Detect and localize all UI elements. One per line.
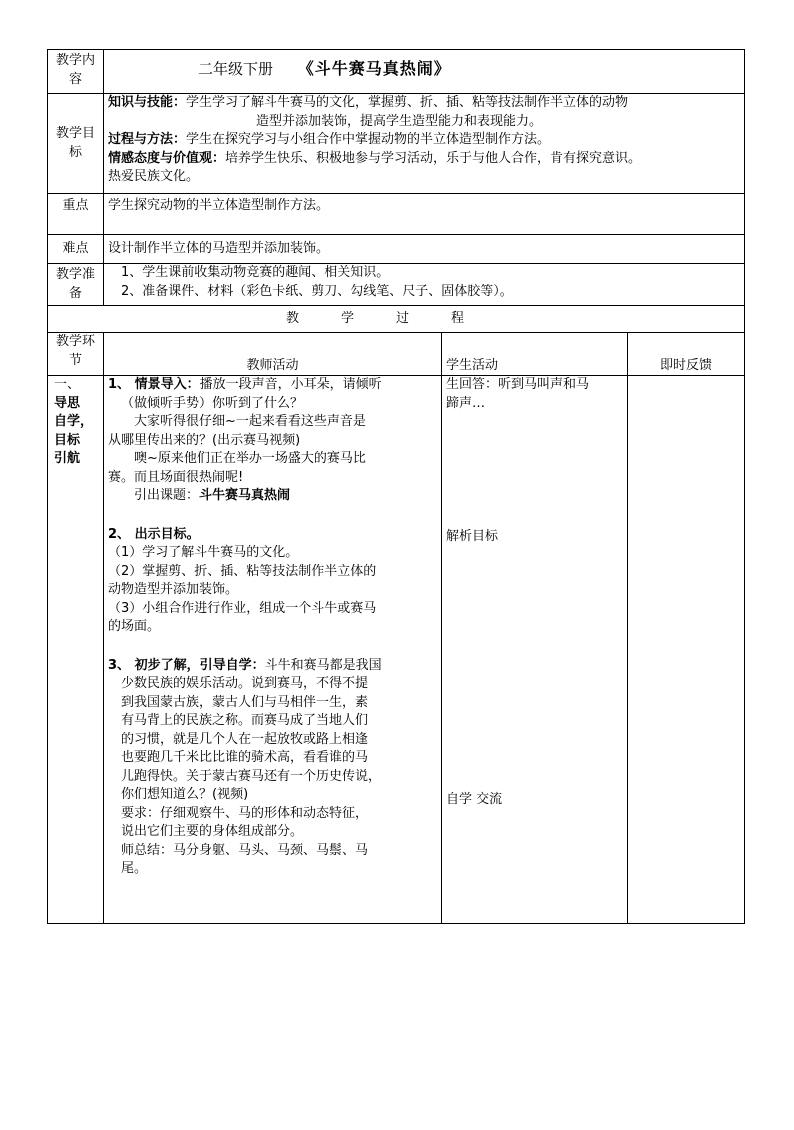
goal-knowledge [108,94,740,113]
s2-title: 2、 出示目标。 [108,526,200,542]
difficulty-content: 设计制作半立体的马造型并添加装饰。 [108,240,330,256]
s3-line7: 儿跑得快。关于蒙古赛马还有一个历史传说， [121,768,382,784]
col-student [442,333,628,376]
lesson-title: 《斗牛赛马真热闹》 [297,59,451,78]
a2-text: 解析目标 [446,529,499,544]
prep-item-2: 2、准备课件、材料（彩色卡纸、剪刀、勾线笔、尺子、固体胶等）。 [121,283,513,299]
s1-line5: 噢~原来他们正在举办一场盛大的赛马比 [134,451,366,466]
s1-text1: 播放一段声音，小耳朵，请倾听 [199,377,382,392]
process-header-text: 教学过程 [286,310,507,326]
grade-text: 二年级下册 [198,60,274,78]
s1-line2: （做倾听手势）你听到了什么？ [121,395,304,411]
s3-text1: 斗牛和赛马都是我国 [264,657,382,673]
goals-label [48,94,104,194]
s2-line4: （3）小组合作进行作业，组成一个斗牛或赛马 [108,600,377,616]
goal-attitude-cont: 热爱民族文化。 [108,169,200,184]
content-label-text: 教学内容 [55,53,95,87]
col-student-text: 学生活动 [446,357,499,373]
student-activity-cell [442,376,628,924]
key-point-content: 学生探究动物的半立体造型制作方法。 [108,198,330,213]
prep-item-1: 1、学生课前收集动物竞赛的趣闻、相关知识。 [121,265,390,280]
stage-1-line3: 自学， [54,414,94,429]
key-point-label [48,194,104,235]
stage-1-line5: 引航 [54,451,81,466]
s3-line5: 的习惯，就是几个人在一起放牧或路上相逢 [121,731,369,747]
s2-line2: （2）掌握剪、折、插、粘等技法制作半立体的 [108,563,377,579]
process-header [48,306,745,333]
s1-title: 1、 情景导入： [108,377,200,392]
stage-1-line2: 导思 [54,395,81,411]
a1-line1: 生回答：听到马叫声和马 [446,377,590,392]
knowledge-label: 知识与技能： [108,95,187,110]
s1-intro-label: 引出课题： [134,488,200,503]
goals-label-text: 教学目标 [55,126,95,160]
s3-line2: 少数民族的娱乐活动。说到赛马，不得不提 [121,676,369,691]
s1-line4: 从哪里传出来的？(出示赛马视频) [108,432,301,448]
s3-line10: 说出它们主要的身体组成部分。 [121,824,304,839]
goal-attitude [108,150,740,169]
goal-process [108,131,740,150]
stage-1-line4: 目标 [54,432,81,448]
s1-line6: 赛。而且场面很热闹呢! [108,469,244,485]
col-feedback-text: 即时反馈 [660,357,713,373]
content-cell [104,50,745,94]
attitude-text: 培养学生快乐、积极地参与学习活动，乐于与他人合作，肯有探究意识。 [225,150,642,166]
lesson-plan-table [47,49,745,924]
stage-1-cell [48,376,104,924]
s3-line11: 师总结：马分身躯、马头、马颈、马鬃、马 [121,842,369,858]
col-feedback [628,333,745,376]
col-stage-text: 教学环节 [55,334,95,368]
process-text: 学生在探究学习与小组合作中掌握动物的半立体造型制作方法。 [186,132,551,147]
difficulty-text [104,235,745,264]
prep-cell [104,264,745,306]
knowledge-text: 学生学习了解斗牛赛马的文化，掌握剪、折、插、粘等技法制作半立体的动物 [186,95,629,110]
s1-intro-title: 斗牛赛马真热闹 [199,488,291,503]
feedback-cell [628,376,745,924]
s1-line1 [108,376,437,395]
a3-text: 自学 交流 [446,791,503,807]
s3-title: 3、 初步了解，引导自学： [108,657,265,673]
s3-line12: 尾。 [121,861,148,876]
s2-line5: 的场面。 [108,619,161,634]
goal-knowledge-cont: 造型并添加装饰，提高学生造型能力和表现能力。 [256,113,543,129]
attitude-label: 情感态度与价值观： [108,150,226,166]
key-point-label-text: 重点 [62,198,89,213]
s3-line1 [108,657,437,676]
prep-label-text: 教学准备 [55,267,95,301]
prep-label [48,264,104,306]
s2-line1: （1）学习了解斗牛赛马的文化。 [108,545,299,560]
difficulty-label-text: 难点 [62,240,89,256]
s2-line3: 动物造型并添加装饰。 [108,582,239,597]
a1-line2: 蹄声… [446,395,486,411]
s3-line9: 要求：仔细观察牛、马的形体和动态特征， [121,805,369,821]
key-point-text [104,194,745,235]
difficulty-label [48,235,104,264]
s1-line3: 大家听得很仔细~一起来看看这些声音是 [134,414,366,429]
s3-line6: 也要跑几千米比比谁的骑术高，看看谁的马 [121,750,369,765]
content-label [48,50,104,94]
s3-line8: 你们想知道么？(视频) [121,787,249,802]
goals-cell [104,94,745,194]
teacher-activity-cell [104,376,442,924]
stage-1-num: 一、 [54,377,81,392]
col-teacher-text: 教师活动 [246,357,299,373]
s1-line7 [108,487,437,506]
process-label: 过程与方法： [108,132,187,147]
s3-line3: 到我国蒙古族，蒙古人们与马相伴一生，素 [121,694,369,710]
col-teacher [104,333,442,376]
col-stage [48,333,104,376]
s3-line4: 有马背上的民族之称。而赛马成了当地人们 [121,713,369,728]
